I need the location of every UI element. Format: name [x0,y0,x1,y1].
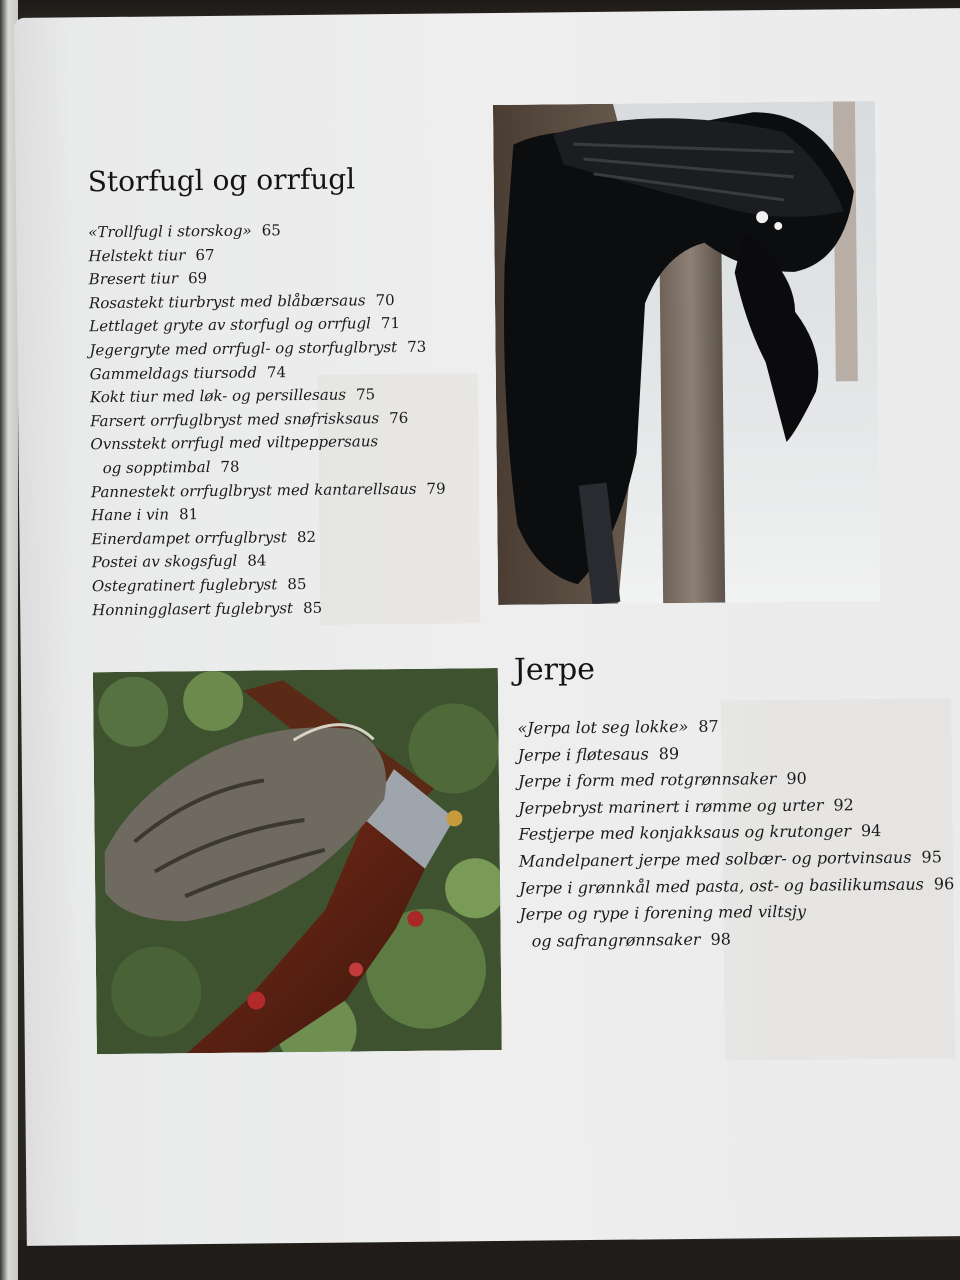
toc-entry-title: Helstekt tiur [88,245,186,265]
toc-entry-page: 73 [407,337,427,356]
toc-entry-title: «Jerpa lot seg lokke» [517,716,689,738]
photo-capercaillie [493,101,880,605]
toc-entry [90,406,445,433]
toc-entry-title: Kokt tiur med løk- og persillesaus [89,385,347,407]
toc-entry [91,477,446,504]
toc-entry-title: Ostegratinert fuglebryst [91,575,278,596]
toc-entry-page: 69 [187,269,208,288]
hazel-grouse-with-shotgun-icon [93,668,502,1054]
toc-entry-title: Lettlaget gryte av storfugl og orrfugl [89,314,372,336]
toc-entry [89,335,444,362]
toc-entry [519,844,954,875]
toc-entry-title: Jerpebryst marinert i rømme og urter [518,795,824,818]
toc-entry-title: Farsert orrfuglbryst med snøfrisksaus [90,408,380,430]
toc-entry-page: 71 [380,314,401,333]
toc-entry-title: Hane i vin [91,505,170,525]
toc-entry [520,924,955,955]
toc-entry-title: Rosastekt tiurbryst med blåbærsaus [88,291,366,313]
toc-list-storfugl [88,218,447,623]
toc-entry-page: 81 [178,505,199,524]
toc-entry-title: Jerpe og rype i forening med viltsjy [519,901,807,924]
toc-entry-page: 96 [933,873,955,893]
toc-entry-title: Jerpe i grønnkål med pasta, ost- og basilikumsaus [519,874,924,898]
toc-entry-page: 87 [698,716,719,736]
capercaillie-hanging-icon [493,101,880,605]
toc-entry-title: Honningglasert fuglebryst [92,598,294,619]
toc-entry-page: 82 [296,527,317,546]
toc-entry [519,871,954,902]
toc-entry-page: 70 [375,290,395,310]
toc-entry-page: 78 [220,457,240,476]
toc-entry-title: og safrangrønnsaker [531,929,701,951]
toc-entry-title: og sopptimbal [102,457,211,478]
toc-entry-title: Postei av skogsfugl [91,552,238,572]
toc-entry-page: 95 [921,847,942,867]
toc-entry-page: 74 [266,362,287,381]
section-title-storfugl: Storfugl og orrfugl [87,162,356,199]
toc-entry-page: 92 [833,795,854,815]
toc-entry-title: Festjerpe med konjakksaus og krutonger [518,821,852,845]
toc-entry-page: 85 [287,574,307,594]
toc-entry-page: 65 [261,221,281,240]
background-bottom [0,1240,960,1280]
toc-entry-title: «Trollfugl i storskog» [88,221,252,242]
toc-entry-page: 75 [355,385,376,404]
toc-entry-title: Einerdampet orrfuglbryst [91,527,288,548]
toc-entry-page: 85 [302,598,323,617]
toc-entry-page: 90 [786,768,807,789]
toc-entry-page: 84 [247,551,267,570]
toc-entry-page: 79 [426,479,446,498]
toc-entry-title: Jegergryte med orrfugl- og storfuglbryst [89,337,398,360]
toc-entry [92,595,447,622]
book-page [14,8,960,1246]
toc-entry-page: 98 [710,929,731,949]
toc-entry-title: Jerpe i form med rotgrønnsaker [517,769,777,791]
toc-entry-title: Mandelpanert jerpe med solbær- og portvinsaus [518,847,912,871]
toc-entry-title: Bresert tiur [88,269,179,289]
toc-list-jerpe [517,711,955,955]
toc-entry-page: 94 [860,821,882,841]
toc-entry-title: Jerpe i fløtesaus [517,743,649,765]
toc-entry-title: Pannestekt orrfuglbryst med kantarellsaus [90,479,417,501]
toc-entry-page: 89 [658,743,680,763]
toc-entry-page: 67 [195,245,215,264]
toc-entry-title: Gammeldags tiursodd [89,363,258,383]
toc-entry-title: Ovnsstekt orrfugl med viltpeppersaus [90,432,379,454]
photo-hazel-grouse [93,668,502,1054]
toc-entry-page: 76 [389,408,409,427]
section-title-jerpe: Jerpe [513,651,596,688]
